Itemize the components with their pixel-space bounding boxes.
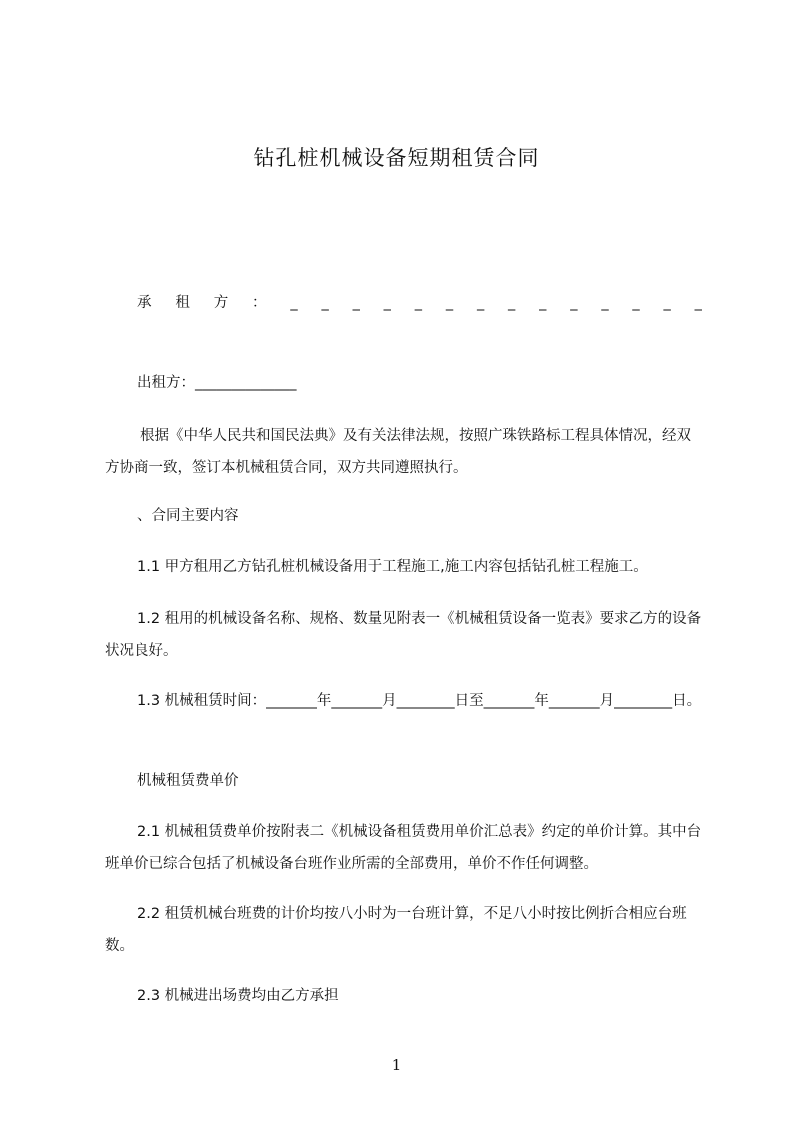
lessee-glyph: _ <box>383 295 391 311</box>
lessee-glyph: _ <box>632 295 640 311</box>
lessee-glyph: 承 <box>137 295 152 311</box>
section-2-heading: 机械租赁费单价 <box>137 773 239 789</box>
page-number: 1 <box>391 1056 402 1074</box>
clause-1-1: 1.1 甲方租用乙方钻孔桩机械设备用于工程施工,施工内容包括钻孔桩工程施工。 <box>137 559 648 575</box>
lessee-glyph: _ <box>321 295 329 311</box>
preamble-paragraph: 根据《中华人民共和国民法典》及有关法律法规，按照广珠铁路标工程具体情况，经双方协商一致，签订本机械租赁合同，双方共同遵照执行。 <box>105 428 691 476</box>
lessee-glyph: _ <box>539 295 547 311</box>
clause-1-3: 1.3 机械租赁时间：_______年_______月________日至_______年_______月________日。 <box>137 693 702 709</box>
document-title: 钻孔桩机械设备短期租赁合同 <box>253 146 540 170</box>
section-1-heading: 、合同主要内容 <box>137 508 239 524</box>
clause-1-2: 1.2 租用的机械设备名称、规格、数量见附表一《机械租赁设备一览表》要求乙方的设备状况良好。 <box>105 611 702 659</box>
lessee-glyph: _ <box>601 295 609 311</box>
lessee-glyph: _ <box>414 295 422 311</box>
lessee-glyph: _ <box>476 295 485 311</box>
lessee-glyph: _ <box>570 295 578 311</box>
lessor-line: 出租方：______________ <box>137 375 297 391</box>
lessee-glyph: _ <box>694 295 702 311</box>
lessee-glyph: ： <box>252 295 267 311</box>
clause-2-1: 2.1 机械租赁费单价按附表二《机械设备租赁费用单价汇总表》约定的单价计算。其中台班单价已综合包括了机械设备台班作业所需的全部费用，单价不作任何调整。 <box>105 824 702 872</box>
lessee-glyph: _ <box>352 295 360 311</box>
lessee-glyph: _ <box>445 295 454 311</box>
clause-2-3: 2.3 机械进出场费均由乙方承担 <box>137 988 339 1004</box>
clause-2-2: 2.2 租赁机械台班费的计价均按八小时为一台班计算，不足八小时按比例折合相应台班数。 <box>105 906 687 954</box>
lessee-glyph: 租 <box>175 295 190 311</box>
lessee-line <box>137 292 702 314</box>
lessee-glyph: _ <box>508 295 516 311</box>
lessee-glyph: _ <box>290 295 298 311</box>
lessee-glyph: 方 <box>213 295 229 311</box>
lessee-glyph: _ <box>663 295 671 311</box>
